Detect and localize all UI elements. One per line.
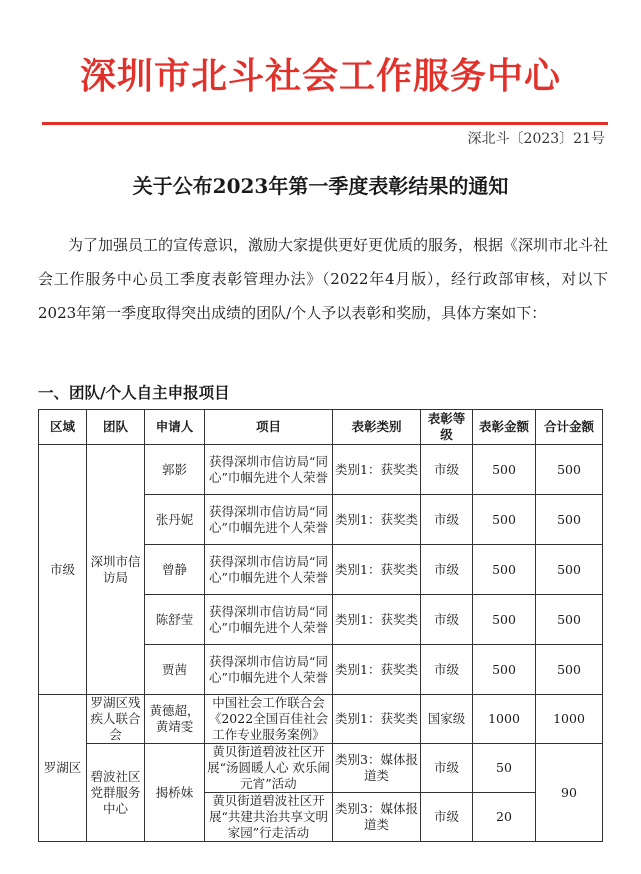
- cell-region: 罗湖区: [39, 695, 87, 842]
- header-divider: [42, 122, 608, 125]
- cell-category: 类别1：获奖类: [333, 695, 421, 744]
- cell-category: 类别1：获奖类: [333, 545, 421, 595]
- header-project: 项目: [205, 410, 333, 445]
- header-total: 合计金额: [536, 410, 603, 445]
- notice-title: 关于公布2023年第一季度表彰结果的通知: [132, 174, 509, 198]
- awards-table: [38, 409, 603, 842]
- table-header-row: [39, 410, 603, 445]
- cell-total: 500: [536, 595, 603, 645]
- cell-level: 市级: [421, 495, 473, 545]
- cell-category: 类别3：媒体报道类: [333, 744, 421, 793]
- cell-level: 市级: [421, 445, 473, 495]
- cell-applicant: 郭影: [145, 445, 205, 495]
- cell-level: 市级: [421, 595, 473, 645]
- cell-category: 类别1：获奖类: [333, 595, 421, 645]
- cell-project: 黄贝街道碧波社区开展“共建共治共享文明家园”行走活动: [205, 793, 333, 842]
- cell-total: 1000: [536, 695, 603, 744]
- table-row: [39, 744, 603, 793]
- cell-amount: 50: [473, 744, 536, 793]
- cell-level: 市级: [421, 545, 473, 595]
- cell-total: 500: [536, 495, 603, 545]
- cell-category: 类别3：媒体报道类: [333, 793, 421, 842]
- cell-amount: 1000: [473, 695, 536, 744]
- cell-team: 深圳市信访局: [87, 445, 145, 695]
- cell-level: 国家级: [421, 695, 473, 744]
- cell-total: 90: [536, 744, 603, 842]
- cell-category: 类别1：获奖类: [333, 495, 421, 545]
- header-amount: 表彰金额: [473, 410, 536, 445]
- cell-project: 获得深圳市信访局“同心”巾帼先进个人荣誉: [205, 595, 333, 645]
- cell-project: 黄贝街道碧波社区开展“汤圆暖人心 欢乐闹元宵”活动: [205, 744, 333, 793]
- cell-amount: 500: [473, 645, 536, 695]
- header-level: 表彰等级: [421, 410, 473, 445]
- cell-applicant: 陈舒莹: [145, 595, 205, 645]
- cell-applicant: 贾茜: [145, 645, 205, 695]
- cell-category: 类别1：获奖类: [333, 645, 421, 695]
- header-team: 团队: [87, 410, 145, 445]
- cell-level: 市级: [421, 645, 473, 695]
- cell-applicant: 张丹妮: [145, 495, 205, 545]
- cell-amount: 500: [473, 445, 536, 495]
- cell-project: 中国社会工作联合会《2022全国百佳社会工作专业服务案例》: [205, 695, 333, 744]
- cell-amount: 500: [473, 545, 536, 595]
- cell-total: 500: [536, 545, 603, 595]
- cell-project: 获得深圳市信访局“同心”巾帼先进个人荣誉: [205, 495, 333, 545]
- cell-applicant: 揭桥妹: [145, 744, 205, 842]
- org-name: 深圳市北斗社会工作服务中心: [79, 56, 561, 97]
- cell-project: 获得深圳市信访局“同心”巾帼先进个人荣誉: [205, 645, 333, 695]
- header-applicant: 申请人: [145, 410, 205, 445]
- cell-amount: 500: [473, 595, 536, 645]
- cell-region: 市级: [39, 445, 87, 695]
- header-category: 表彰类别: [333, 410, 421, 445]
- cell-project: 获得深圳市信访局“同心”巾帼先进个人荣誉: [205, 445, 333, 495]
- cell-amount: 500: [473, 495, 536, 545]
- section-heading: 一、团队/个人自主申报项目: [38, 384, 230, 402]
- cell-total: 500: [536, 645, 603, 695]
- header-region: 区域: [39, 410, 87, 445]
- intro-paragraph: 为了加强员工的宣传意识，激励大家提供更好更优质的服务，根据《深圳市北斗社会工作服务中心员工季度表彰管理办法》（2022年4月版），经行政部审核，对以下2023年第一季度取得突出成绩的团队/个人予以表彰和奖励，具体方案如下：: [38, 236, 609, 322]
- cell-amount: 20: [473, 793, 536, 842]
- table-row: [39, 445, 603, 495]
- table-row: [39, 695, 603, 744]
- cell-project: 获得深圳市信访局“同心”巾帼先进个人荣誉: [205, 545, 333, 595]
- document-number: 深北斗〔2023〕21号: [467, 131, 605, 147]
- cell-level: 市级: [421, 744, 473, 793]
- cell-applicant: 黄德超，黄靖雯: [145, 695, 205, 744]
- cell-applicant: 曾静: [145, 545, 205, 595]
- cell-level: 市级: [421, 793, 473, 842]
- cell-total: 500: [536, 445, 603, 495]
- cell-category: 类别1：获奖类: [333, 445, 421, 495]
- cell-team: 罗湖区残疾人联合会: [87, 695, 145, 744]
- cell-team: 碧波社区党群服务中心: [87, 744, 145, 842]
